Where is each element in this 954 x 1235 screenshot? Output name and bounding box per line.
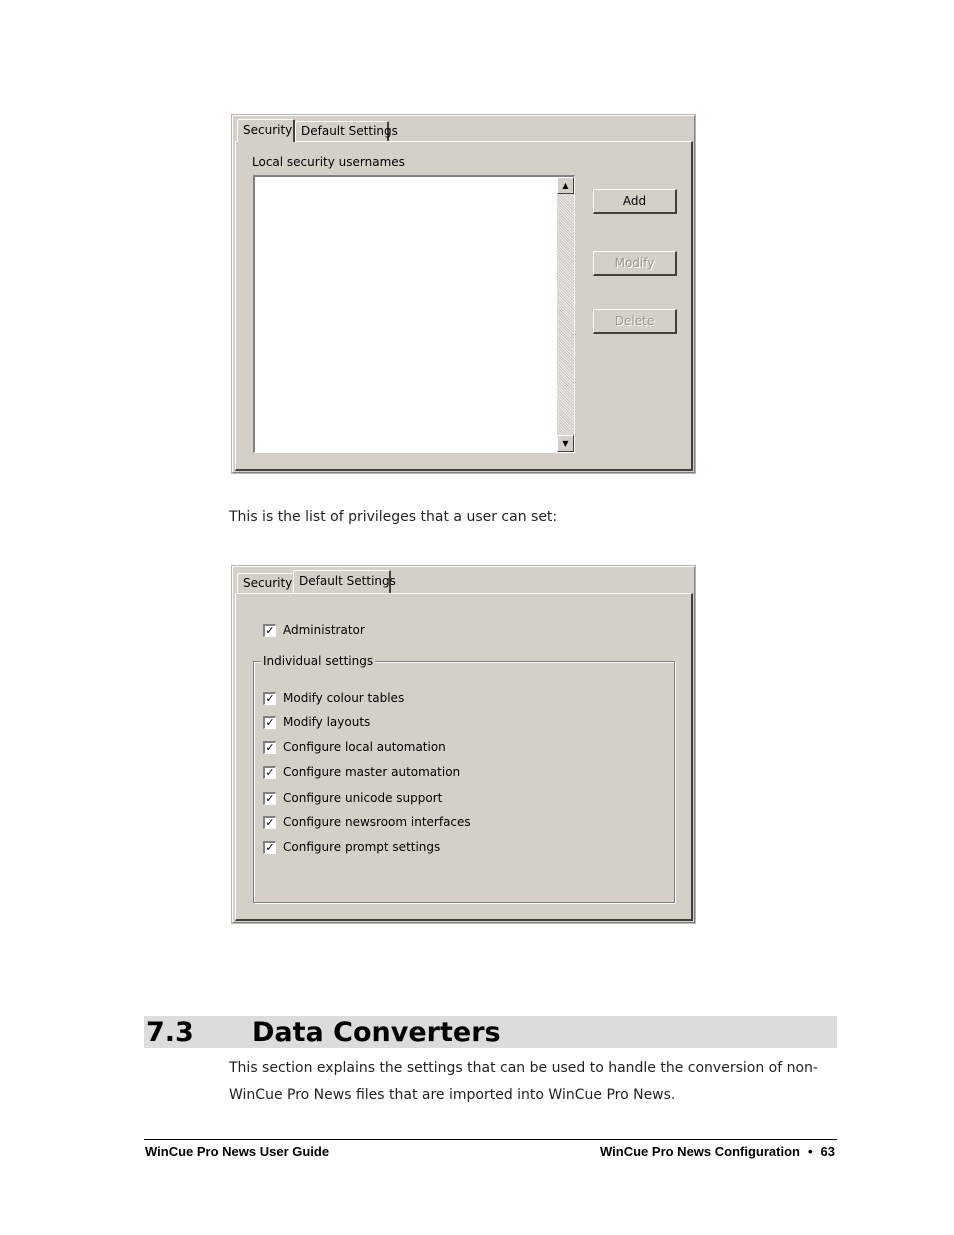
section-paragraph-line-1: This section explains the settings that can be used to handle the conversion of non- (229, 1060, 818, 1076)
add-button[interactable]: Add (593, 189, 677, 214)
section-number: 7.3 (146, 1017, 194, 1048)
configure-unicode-support-checkbox[interactable] (263, 791, 442, 805)
security-panel (235, 141, 693, 471)
footer-rule (144, 1139, 837, 1140)
configure-newsroom-interfaces-checkbox[interactable] (263, 815, 471, 829)
configure-prompt-settings-checkbox[interactable] (263, 840, 440, 854)
default-settings-dialog (232, 566, 695, 923)
checkbox-check-icon: ✓ (263, 841, 276, 854)
page-number: 63 (820, 1144, 835, 1159)
footer-chapter-label: WinCue Pro News Configuration (600, 1144, 800, 1159)
listbox-scrollbar[interactable] (557, 177, 574, 452)
usernames-listbox[interactable] (253, 175, 575, 453)
modify-layouts-checkbox[interactable] (263, 715, 370, 729)
setting-label: Modify colour tables (283, 691, 405, 705)
setting-label: Configure prompt settings (283, 840, 441, 854)
setting-label: Configure master automation (283, 765, 461, 779)
delete-button[interactable]: Delete (593, 309, 677, 334)
setting-label: Configure local automation (283, 740, 446, 754)
section-title: Data Converters (252, 1017, 501, 1048)
tab-default-settings[interactable]: Default Settings (293, 570, 391, 593)
setting-label: Configure unicode support (283, 791, 443, 805)
footer-chapter-title (600, 1144, 835, 1159)
local-usernames-label: Local security usernames (252, 155, 405, 169)
tab-security[interactable]: Security (237, 573, 295, 593)
checkbox-check-icon: ✓ (263, 741, 276, 754)
checkbox-check-icon: ✓ (263, 624, 276, 637)
configure-master-automation-checkbox[interactable] (263, 765, 460, 779)
setting-label: Modify layouts (283, 715, 371, 729)
setting-label: Configure newsroom interfaces (283, 815, 471, 829)
administrator-checkbox[interactable] (263, 623, 365, 637)
modify-colour-tables-checkbox[interactable] (263, 691, 404, 705)
administrator-label: Administrator (283, 623, 365, 637)
default-settings-panel (235, 593, 693, 921)
footer-bullet: • (807, 1144, 813, 1159)
checkbox-check-icon: ✓ (263, 716, 276, 729)
security-dialog (232, 115, 695, 473)
modify-button[interactable]: Modify (593, 251, 677, 276)
section-paragraph-line-2: WinCue Pro News files that are imported into WinCue Pro News. (229, 1087, 676, 1103)
tab-security[interactable]: Security (237, 119, 295, 142)
tab-default-settings[interactable]: Default Settings (295, 121, 389, 141)
footer-guide-title: WinCue Pro News User Guide (145, 1144, 330, 1159)
configure-local-automation-checkbox[interactable] (263, 740, 446, 754)
checkbox-check-icon: ✓ (263, 766, 276, 779)
checkbox-check-icon: ✓ (263, 792, 276, 805)
checkbox-check-icon: ✓ (263, 816, 276, 829)
privileges-intro-text: This is the list of privileges that a user can set: (229, 509, 558, 525)
individual-settings-label: Individual settings (263, 654, 374, 668)
scroll-down-arrow-icon[interactable]: ▼ (557, 435, 574, 452)
checkbox-check-icon: ✓ (263, 692, 276, 705)
scroll-up-arrow-icon[interactable]: ▲ (557, 177, 574, 194)
